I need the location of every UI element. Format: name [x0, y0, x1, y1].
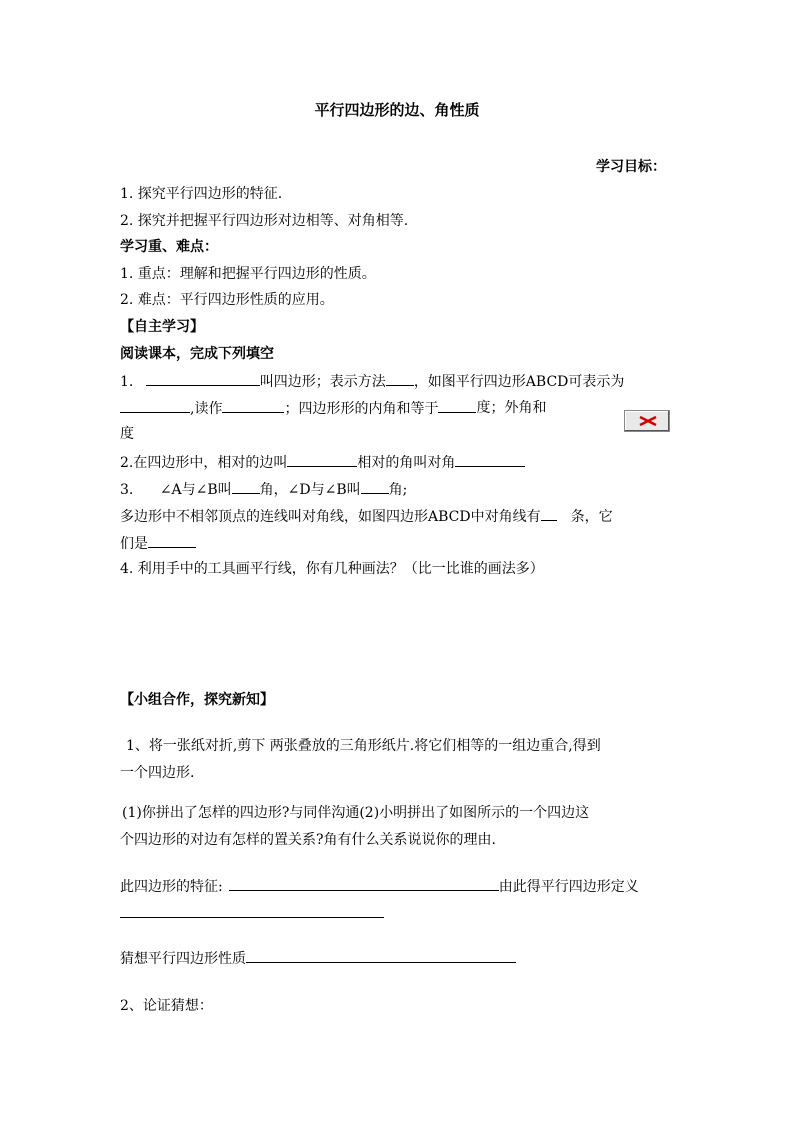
- q2-text-2: 相对的角叫对角: [357, 455, 456, 471]
- q3-blank-2[interactable]: [361, 479, 389, 494]
- q2-blank-opposite-sides[interactable]: [287, 452, 357, 467]
- group-item-1-line-2: 一个四边形.: [120, 765, 195, 781]
- objective-1: 1. 探究平行四边形的特征.: [120, 186, 283, 202]
- q1-blank-represent[interactable]: [120, 398, 190, 413]
- q1-text-5: 度；外角和: [476, 400, 547, 416]
- definition-line: [120, 903, 384, 924]
- q1-text-1: 叫四边形；表示方法: [259, 374, 386, 390]
- objectives-heading: 学习目标：: [596, 159, 666, 175]
- question-3-line-3: [120, 533, 196, 554]
- q3-text-5: 条，它: [570, 509, 613, 525]
- key-point-2: 2. 难点：平行四边形性质的应用。: [120, 292, 334, 308]
- page-title: 平行四边形的边、角性质: [314, 101, 480, 119]
- q3-blank-diagonals[interactable]: [148, 533, 196, 548]
- guess-line: [120, 948, 516, 969]
- q3-text-4: 多边形中不相邻顶点的连线叫对角线，如图四边形ABCD中对角线有: [120, 509, 541, 525]
- guess-blank[interactable]: [246, 948, 516, 963]
- question-1-line-1: [120, 371, 624, 392]
- q3-text-1: ∠A与∠B叫: [159, 482, 232, 498]
- group-heading: 【小组合作，探究新知】: [120, 692, 274, 708]
- definition-label: 由此得平行四边形定义: [498, 879, 639, 895]
- q3-text-6: 们是: [120, 536, 148, 552]
- q3-text-2: 角，∠D与∠B叫: [259, 482, 361, 498]
- definition-blank[interactable]: [120, 903, 384, 918]
- q3-number: 3.: [120, 482, 134, 498]
- q1-number: 1.: [120, 374, 134, 390]
- group-item-1-line-3: (1)你拼出了怎样的四边形?与同伴沟通(2)小明拼出了如图所示的一个四边这: [122, 805, 590, 821]
- q3-blank-diagonal-count[interactable]: [541, 506, 557, 521]
- feature-blank[interactable]: [229, 876, 499, 891]
- group-item-1-line-4: 个四边形的对边有怎样的置关系?角有什么关系说说你的理由.: [120, 832, 496, 848]
- q3-blank-1[interactable]: [232, 479, 260, 494]
- guess-label: 猜想平行四边形性质: [120, 951, 246, 967]
- q1-blank-definition[interactable]: [146, 371, 260, 386]
- q2-text-1: 2.在四边形中，相对的边叫: [120, 455, 288, 471]
- feature-line: [120, 876, 639, 897]
- broken-image-icon: [624, 410, 670, 432]
- objective-2: 2. 探究并把握平行四边形对边相等、对角相等.: [120, 213, 409, 229]
- q1-blank-interior-sum[interactable]: [438, 398, 476, 413]
- q1-text-2: ，如图平行四边形ABCD可表示为: [413, 374, 625, 390]
- question-1-line-2: [120, 398, 546, 419]
- key-points-heading: 学习重、难点：: [120, 239, 218, 255]
- question-4: 4. 利用手中的工具画平行线，你有几种画法？（比一比谁的画法多）: [120, 561, 544, 577]
- q1-blank-read[interactable]: [222, 398, 284, 413]
- question-3-line-2: [120, 506, 613, 527]
- q1-text-3: ,读作: [190, 401, 223, 417]
- self-study-heading: 【自主学习】: [120, 319, 204, 335]
- q2-blank-opposite-angles[interactable]: [455, 452, 525, 467]
- question-2: [120, 452, 525, 473]
- key-point-1: 1. 重点：理解和把握平行四边形的性质。: [120, 266, 376, 282]
- feature-label: 此四边形的特征:: [120, 879, 223, 895]
- question-1-line-3: 度: [120, 426, 134, 442]
- reading-heading: 阅读课本，完成下列填空: [120, 346, 274, 362]
- q1-text-4: ；四边形形的内角和等于: [284, 401, 439, 417]
- q3-text-3: 角;: [388, 482, 408, 498]
- question-3-line-1: [120, 479, 407, 500]
- q1-blank-notation[interactable]: [386, 371, 414, 386]
- group-item-2: 2、论证猜想：: [120, 998, 213, 1014]
- group-item-1-line-1: 1、将一张纸对折,剪下 两张叠放的三角形纸片.将它们相等的一组边重合,得到: [126, 738, 601, 754]
